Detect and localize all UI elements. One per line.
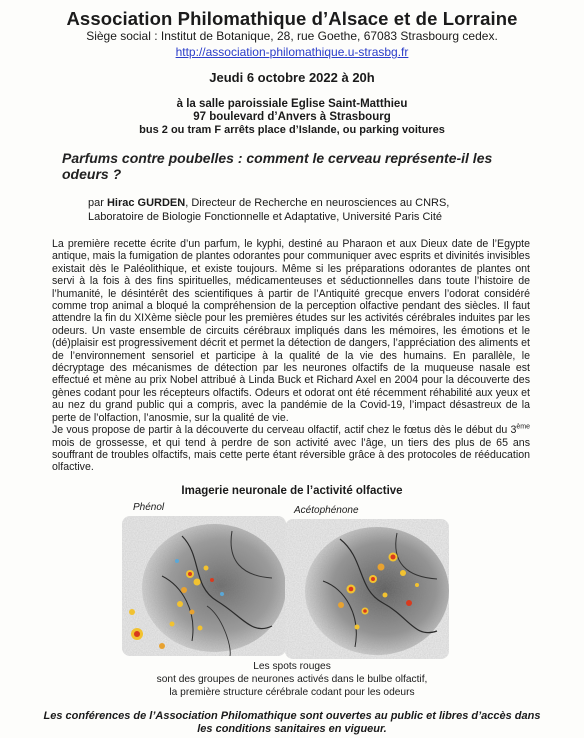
footer-note: Les conférences de l’Association Philomathique sont ouvertes au public et libres d’accès dans les conditions sanitaires en vigueur. — [43, 710, 541, 735]
caption-line-3: la première structure cérébrale codant pour les odeurs — [169, 687, 415, 698]
venue-line-2: 97 boulevard d’Anvers à Strasbourg — [193, 111, 391, 123]
event-date: Jeudi 6 octobre 2022 à 20h — [209, 70, 375, 85]
speaker-name: Hirac GURDEN — [106, 197, 186, 209]
paragraph-2-start: Je vous propose de partir à la découverte du cerveau olfactif, actif chez le fœtus dès le début du 3 — [52, 424, 517, 437]
phenol-label: Phénol — [133, 502, 165, 513]
speaker-prefix: par — [88, 197, 107, 209]
acetophenone-label: Acétophénone — [294, 505, 359, 516]
speaker-block — [88, 197, 508, 224]
speaker-line — [88, 197, 508, 211]
abstract-text — [52, 238, 530, 474]
abstract-paragraph-2 — [52, 424, 530, 474]
caption-line-1: Les spots rouges — [253, 661, 331, 672]
acetophenone-brain-image — [285, 519, 449, 659]
caption-line-2: sont des groupes de neurones activés dans le bulbe olfactif, — [156, 674, 428, 685]
speaker-title: , Directeur de Recherche en neurosciences au CNRS, — [185, 197, 450, 209]
phenol-brain-image — [122, 516, 286, 656]
venue-line-1: à la salle paroissiale Eglise Saint-Matthieu — [176, 98, 408, 110]
talk-title: Parfums contre poubelles : comment le cerveau représente-il les odeurs ? — [62, 150, 493, 182]
ordinal-superscript: ème — [516, 423, 530, 431]
abstract-paragraph-1: La première recette écrite d’un parfum, le kyphi, destiné au Pharaon et aux Dieux date de l’Egypte antique, mais la fumigation de plantes odorantes pour communiquer avec esprits et divinités invisibles existait dès le Paléolithique, et existe toujours. Même si les préparations odorantes de plantes ont servi à la fois à des fins spirituelles, médicamenteuses et séductionnelles dans toute l’histoire de l’humanité, le désintérêt des scientifiques à partir de l’Antiquité grecque envers l’odorat considéré comme trop animal a bloqué la compréhension de la perception olfactive pendant des siècles. Il faut attendre la fin du XIXème siècle pour les premières études sur les activités cérébrales induites par les odeurs. Un vaste ensemble de circuits cérébraux impliqués dans les mémoires, les émotions et le (dé)plaisir est progressivement décrit et permet la détection de dangers, l’appréciation des aliments et de l’environnement sensoriel et participe à la qualité de la vie des humains. En parallèle, le décryptage des mécanismes de détection par les neurones olfactifs de la muqueuse nasale est effectué et mène au prix Nobel attribué à Linda Buck et Richard Axel en 2004 pour la découverte des gènes codant pour les récepteurs olfactifs. Odeurs et odorat ont été récemment réhabilité aux yeux et au nez du grand public qui a compris, avec la pandémie de la Covid-19, l’impact désastreux de la perte de l’olfaction, l’anosmie, sur la qualité de vie. — [52, 238, 530, 424]
speaker-affiliation: Laboratoire de Biologie Fonctionnelle et Adaptative, Université Paris Cité — [88, 210, 443, 223]
association-website-link[interactable]: http://association-philomathique.u-strasbg.fr — [175, 45, 409, 59]
figure-title: Imagerie neuronale de l’activité olfactive — [181, 485, 403, 497]
paragraph-2-end: mois de grossesse, et qui tend à perdre de son activité avec l’âge, un tiers des plus de 65 ans souffrant de troubles olfactifs, mais cette perte étant réversible grâce à des protocoles de rééducation olfactive. — [52, 436, 530, 474]
transport-info: bus 2 ou tram F arrêts place d’Islande, ou parking voitures — [139, 124, 445, 136]
headquarters-address: Siège social : Institut de Botanique, 28, rue Goethe, 67083 Strasbourg cedex. — [86, 29, 498, 43]
association-title: Association Philomathique d’Alsace et de Lorraine — [66, 8, 518, 29]
